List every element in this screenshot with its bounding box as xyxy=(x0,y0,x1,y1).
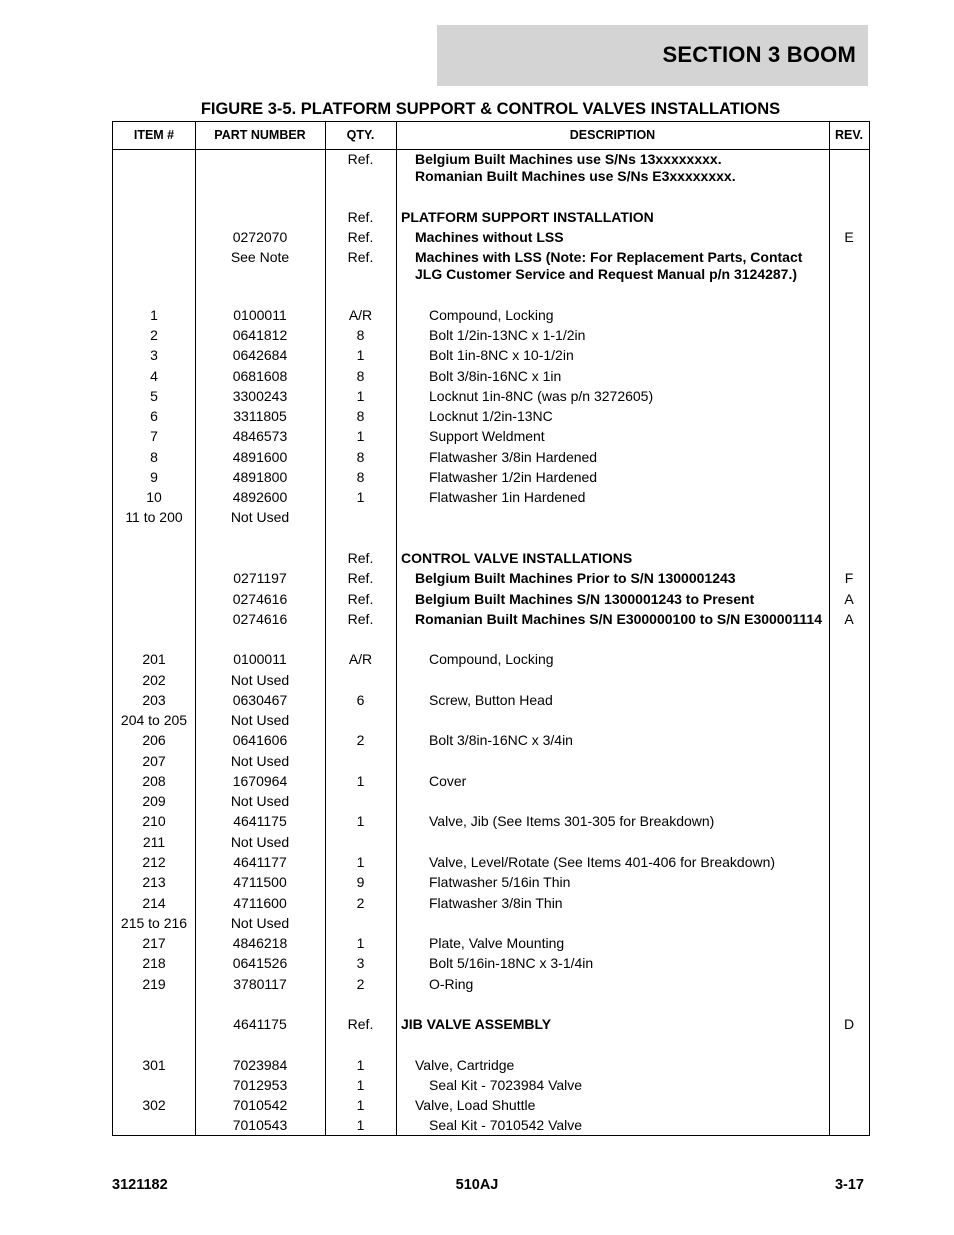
cell-description: Compound, Locking xyxy=(429,307,554,323)
cell-qty: 1 xyxy=(356,489,365,505)
cell-qty: 1 xyxy=(356,388,365,404)
cell-part-number: 4711500 xyxy=(233,874,287,890)
cell-part-number: 1670964 xyxy=(232,773,288,789)
cell-description: Cover xyxy=(429,773,467,789)
cell-part-number: 4891800 xyxy=(232,469,288,485)
cell-qty: 8 xyxy=(356,368,365,384)
cell-item: 2 xyxy=(150,327,158,343)
table-row xyxy=(113,773,869,793)
cell-qty: Ref. xyxy=(347,209,374,225)
table-row xyxy=(113,611,869,631)
cell-item: 204 to 205 xyxy=(120,712,188,728)
table-row xyxy=(113,449,869,469)
cell-part-number: 3300243 xyxy=(232,388,288,404)
cell-description: Flatwasher 1in Hardened xyxy=(429,489,586,505)
cell-description: Flatwasher 3/8in Thin xyxy=(429,895,563,911)
cell-part-number: 0681608 xyxy=(232,368,288,384)
cell-description: Screw, Button Head xyxy=(429,692,553,708)
table-row xyxy=(113,151,869,184)
cell-part-number: 7023984 xyxy=(232,1057,288,1073)
table-row xyxy=(113,1097,869,1117)
cell-qty: 6 xyxy=(356,692,365,708)
cell-qty: Ref. xyxy=(347,249,374,265)
cell-qty: Ref. xyxy=(347,1016,374,1032)
section-title: SECTION 3 BOOM xyxy=(662,42,856,67)
cell-part-number: 0274616 xyxy=(232,611,288,627)
cell-description: Bolt 3/8in-16NC x 3/4in xyxy=(429,732,573,748)
table-row xyxy=(113,209,869,229)
cell-qty: 1 xyxy=(356,1057,365,1073)
section-header xyxy=(437,25,868,86)
cell-description: Compound, Locking xyxy=(429,651,554,667)
cell-description: Seal Kit - 7010542 Valve xyxy=(429,1117,583,1133)
cell-part-number: 4641175 xyxy=(233,1016,287,1032)
cell-description: Support Weldment xyxy=(429,428,545,444)
table-row xyxy=(113,307,869,327)
cell-item: 301 xyxy=(142,1057,166,1073)
table-row xyxy=(113,692,869,712)
cell-part-number: 4641177 xyxy=(233,854,287,870)
cell-description: Locknut 1/2in-13NC xyxy=(429,408,553,424)
table-row xyxy=(113,651,869,671)
cell-qty: Ref. xyxy=(347,591,374,607)
parts-table xyxy=(112,121,870,1136)
cell-description: Valve, Load Shuttle xyxy=(415,1097,536,1113)
table-row xyxy=(113,591,869,611)
cell-item: 207 xyxy=(142,753,166,769)
column-header-part-number: PART NUMBER xyxy=(214,128,306,142)
table-row xyxy=(113,1016,869,1036)
cell-item: 11 to 200 xyxy=(125,509,183,525)
cell-description: Valve, Jib (See Items 301-305 for Breakdown) xyxy=(429,813,715,829)
cell-item: 218 xyxy=(142,955,166,971)
cell-description: Machines without LSS xyxy=(415,229,564,245)
cell-item: 10 xyxy=(146,489,162,505)
cell-qty: A/R xyxy=(348,307,373,323)
cell-item: 4 xyxy=(150,368,158,384)
cell-qty: Ref. xyxy=(347,151,374,167)
table-row xyxy=(113,1057,869,1077)
table-row xyxy=(113,672,869,692)
cell-qty: 1 xyxy=(356,1117,365,1133)
column-header-rev: REV. xyxy=(834,128,864,142)
cell-part-number: Not Used xyxy=(230,509,290,525)
cell-description: Flatwasher 1/2in Hardened xyxy=(429,469,598,485)
table-row xyxy=(113,408,869,428)
cell-qty: 1 xyxy=(356,428,365,444)
cell-qty: 1 xyxy=(356,854,365,870)
cell-part-number: 4846573 xyxy=(232,428,288,444)
cell-qty: 8 xyxy=(356,469,365,485)
cell-item: 210 xyxy=(142,813,166,829)
cell-qty: 1 xyxy=(356,1097,365,1113)
cell-qty: 8 xyxy=(356,327,365,343)
cell-part-number: 4846218 xyxy=(232,935,288,951)
table-row xyxy=(113,834,869,854)
cell-description: Bolt 3/8in-16NC x 1in xyxy=(429,368,562,384)
cell-rev: A xyxy=(844,611,854,627)
cell-item: 9 xyxy=(150,469,158,485)
cell-part-number: Not Used xyxy=(230,712,290,728)
cell-part-number: 0100011 xyxy=(233,307,287,323)
column-header-description: DESCRIPTION xyxy=(569,128,656,142)
cell-rev: E xyxy=(844,229,854,245)
cell-part-number: Not Used xyxy=(230,672,290,688)
cell-qty: 9 xyxy=(356,874,365,890)
table-row xyxy=(113,509,869,529)
cell-description: Belgium Built Machines S/N 1300001243 to Present xyxy=(415,591,755,607)
cell-description: Bolt 1in-8NC x 10-1/2in xyxy=(429,347,574,363)
cell-item: 208 xyxy=(142,773,166,789)
cell-description: Flatwasher 5/16in Thin xyxy=(429,874,571,890)
cell-part-number: 0272070 xyxy=(232,229,288,245)
table-row xyxy=(113,428,869,448)
cell-qty: Ref. xyxy=(347,550,374,566)
cell-part-number: Not Used xyxy=(230,793,290,809)
table-row xyxy=(113,955,869,975)
table-row xyxy=(113,489,869,509)
cell-part-number: 3780117 xyxy=(233,976,287,992)
cell-part-number: 0274616 xyxy=(232,591,288,607)
cell-item: 211 xyxy=(142,834,166,850)
cell-part-number: 4892600 xyxy=(232,489,288,505)
cell-description: Bolt 1/2in-13NC x 1-1/2in xyxy=(429,327,586,343)
table-row xyxy=(113,895,869,915)
cell-item: 213 xyxy=(142,874,166,890)
table-row xyxy=(113,712,869,732)
cell-item: 217 xyxy=(142,935,166,951)
cell-description-line2: JLG Customer Service and Request Manual p/n 3124287.) xyxy=(415,266,798,282)
table-row xyxy=(113,874,869,894)
column-header-item: ITEM # xyxy=(133,128,175,142)
cell-description: O-Ring xyxy=(429,976,474,992)
cell-qty: 2 xyxy=(356,976,365,992)
table-row xyxy=(113,388,869,408)
cell-description: CONTROL VALVE INSTALLATIONS xyxy=(401,550,633,566)
cell-description: Belgium Built Machines Prior to S/N 1300001243 xyxy=(415,570,736,586)
cell-part-number: 3311805 xyxy=(233,408,287,424)
table-row xyxy=(113,469,869,489)
cell-rev: F xyxy=(844,570,854,586)
cell-qty: 1 xyxy=(356,935,365,951)
table-row xyxy=(113,935,869,955)
cell-item: 5 xyxy=(150,388,158,404)
cell-item: 215 to 216 xyxy=(120,915,188,931)
cell-part-number: 0641526 xyxy=(232,955,288,971)
table-row xyxy=(113,550,869,570)
cell-description: PLATFORM SUPPORT INSTALLATION xyxy=(401,209,654,225)
cell-description: Belgium Built Machines use S/Ns 13xxxxxxxx. xyxy=(415,151,722,167)
cell-qty: 8 xyxy=(356,408,365,424)
table-row xyxy=(113,368,869,388)
table-row xyxy=(113,327,869,347)
cell-description: Locknut 1in-8NC (was p/n 3272605) xyxy=(429,388,654,404)
table-row xyxy=(113,570,869,590)
cell-description: Romanian Built Machines S/N E300000100 to S/N E300001114 xyxy=(415,611,822,627)
cell-part-number: 0271197 xyxy=(233,570,287,586)
table-row xyxy=(113,732,869,752)
cell-qty: 3 xyxy=(356,955,365,971)
cell-part-number: 0641812 xyxy=(232,327,288,343)
footer-doc-number: 3121182 xyxy=(112,1177,168,1193)
cell-item: 6 xyxy=(150,408,158,424)
cell-rev: A xyxy=(844,591,854,607)
cell-part-number: 0100011 xyxy=(233,651,287,667)
cell-item: 7 xyxy=(150,428,158,444)
cell-part-number: 7010543 xyxy=(232,1117,288,1133)
table-row xyxy=(113,1077,869,1097)
table-row xyxy=(113,249,869,282)
cell-part-number: 0642684 xyxy=(232,347,288,363)
cell-part-number: 4641175 xyxy=(233,813,287,829)
cell-qty: 2 xyxy=(356,732,365,748)
table-body xyxy=(113,122,869,1135)
cell-item: 206 xyxy=(142,732,166,748)
cell-part-number: See Note xyxy=(230,249,290,265)
cell-part-number: 4711600 xyxy=(233,895,287,911)
cell-item: 202 xyxy=(142,672,166,688)
cell-description: Flatwasher 3/8in Hardened xyxy=(429,449,598,465)
cell-qty: 2 xyxy=(356,895,365,911)
table-row xyxy=(113,347,869,367)
cell-qty: 8 xyxy=(356,449,365,465)
cell-item: 219 xyxy=(142,976,166,992)
table-row xyxy=(113,229,869,249)
cell-item: 212 xyxy=(142,854,166,870)
footer-page-number: 3-17 xyxy=(834,1177,864,1193)
cell-qty: Ref. xyxy=(347,570,374,586)
cell-description: Bolt 5/16in-18NC x 3-1/4in xyxy=(429,955,594,971)
cell-item: 201 xyxy=(142,651,166,667)
cell-qty: 1 xyxy=(356,1077,365,1093)
cell-item: 214 xyxy=(142,895,166,911)
cell-qty: Ref. xyxy=(347,611,374,627)
cell-qty: Ref. xyxy=(347,229,374,245)
cell-part-number: 7010542 xyxy=(232,1097,288,1113)
table-row xyxy=(113,976,869,996)
cell-description: Machines with LSS (Note: For Replacement Parts, Contact xyxy=(415,249,803,265)
cell-item: 3 xyxy=(150,347,158,363)
cell-qty: 1 xyxy=(356,347,365,363)
cell-description-line2: Romanian Built Machines use S/Ns E3xxxxxxxx. xyxy=(415,168,736,184)
table-row xyxy=(113,854,869,874)
table-row xyxy=(113,1117,869,1137)
cell-part-number: 4891600 xyxy=(232,449,288,465)
cell-rev: D xyxy=(843,1016,855,1032)
cell-part-number: 7012953 xyxy=(232,1077,288,1093)
cell-part-number: Not Used xyxy=(230,834,290,850)
cell-description: JIB VALVE ASSEMBLY xyxy=(401,1016,552,1032)
column-header-qty: QTY. xyxy=(346,128,375,142)
table-row xyxy=(113,793,869,813)
cell-description: Seal Kit - 7023984 Valve xyxy=(429,1077,583,1093)
table-row xyxy=(113,813,869,833)
cell-qty: 1 xyxy=(356,813,365,829)
cell-item: 203 xyxy=(142,692,166,708)
table-row xyxy=(113,915,869,935)
footer-model: 510AJ xyxy=(455,1177,499,1193)
cell-qty: A/R xyxy=(348,651,373,667)
cell-part-number: 0630467 xyxy=(232,692,288,708)
cell-part-number: 0641606 xyxy=(232,732,288,748)
cell-item: 8 xyxy=(150,449,158,465)
cell-description: Valve, Cartridge xyxy=(415,1057,515,1073)
cell-description: Plate, Valve Mounting xyxy=(429,935,565,951)
table-row xyxy=(113,753,869,773)
cell-description: Valve, Level/Rotate (See Items 401-406 for Breakdown) xyxy=(429,854,776,870)
cell-part-number: Not Used xyxy=(230,915,290,931)
cell-part-number: Not Used xyxy=(230,753,290,769)
cell-item: 1 xyxy=(150,307,158,323)
cell-item: 209 xyxy=(142,793,166,809)
cell-qty: 1 xyxy=(356,773,365,789)
figure-title: FIGURE 3-5. PLATFORM SUPPORT & CONTROL VALVES INSTALLATIONS xyxy=(200,100,781,118)
cell-item: 302 xyxy=(142,1097,166,1113)
